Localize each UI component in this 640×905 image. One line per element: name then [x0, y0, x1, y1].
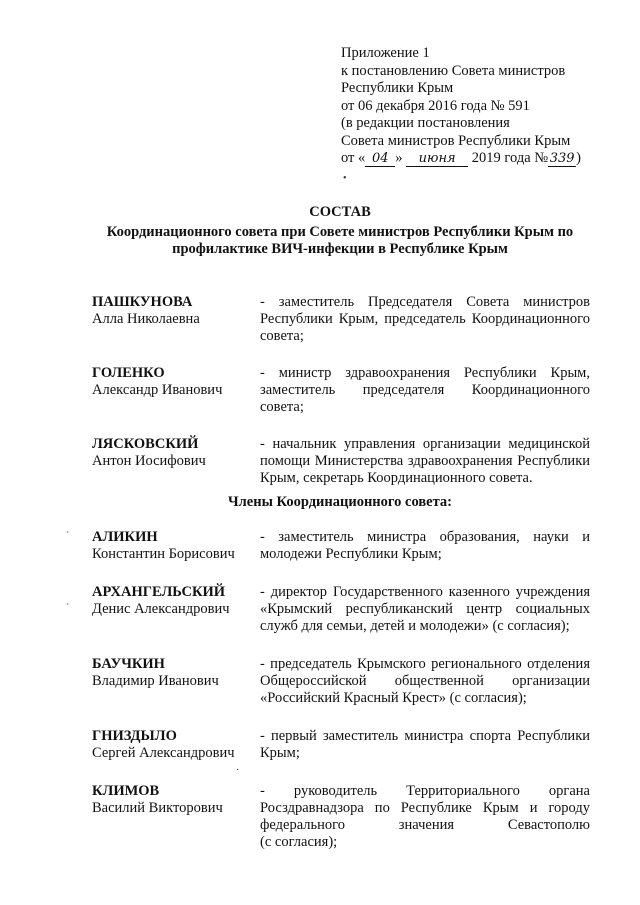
amend-mid: »	[395, 150, 403, 166]
member-name	[92, 436, 260, 470]
amend-year: 2019 года №	[471, 150, 549, 166]
annex-line: Приложение 1	[341, 45, 430, 61]
member-name	[92, 728, 260, 762]
list-item	[92, 436, 590, 487]
role-line: «Крымский республиканский центр социальных	[260, 601, 590, 617]
member-role	[260, 436, 590, 487]
member-role	[260, 365, 590, 416]
member-surname: АРХАНГЕЛЬСКИЙ	[92, 584, 226, 600]
role-line: «Российский Красный Крест» (с согласия);	[260, 690, 527, 706]
role-line: служб для семьи, детей и молодежи» (с согласия);	[260, 618, 570, 634]
role-line: помощи Министерства здравоохранения Республики	[260, 453, 590, 469]
member-role	[260, 294, 590, 345]
member-given-name: Константин Борисович	[92, 546, 235, 562]
member-surname: ЛЯСКОВСКИЙ	[92, 436, 199, 452]
annex-line: Республики Крым	[341, 80, 454, 96]
annex-line: Совета министров Республики Крым	[341, 132, 571, 149]
member-given-name: Алла Николаевна	[92, 311, 200, 327]
document-title	[70, 204, 610, 258]
member-given-name: Денис Александрович	[92, 601, 230, 617]
member-surname: БАУЧКИН	[92, 656, 165, 672]
members-heading: Члены Координационного совета:	[228, 494, 452, 510]
list-item	[92, 783, 590, 851]
amendment-line	[341, 150, 616, 168]
role-line: совета;	[260, 328, 304, 344]
list-item	[92, 656, 590, 707]
scan-mark: ˋ	[66, 603, 70, 614]
amend-prefix: от «	[341, 150, 366, 166]
scan-mark: ˋ	[66, 531, 70, 542]
role-line: (с согласия);	[260, 834, 338, 850]
handwritten-number: 339	[549, 151, 575, 166]
member-role	[260, 529, 590, 563]
role-line: - начальник управления организации медицинской	[260, 436, 590, 452]
member-given-name: Сергей Александрович	[92, 745, 235, 761]
role-line: молодежи Республики Крым;	[260, 546, 442, 562]
member-name	[92, 584, 260, 618]
role-line: Республики Крым, председатель Координационного	[260, 311, 590, 327]
member-name	[92, 365, 260, 399]
role-line: федерального значения Севастополю	[260, 817, 590, 833]
member-given-name: Владимир Иванович	[92, 673, 219, 689]
role-line: Общероссийской общественной организации	[260, 673, 590, 689]
role-line: Росздравнадзора по Республике Крым и городу	[260, 800, 590, 816]
role-line: - председатель Крымского регионального отделения	[260, 656, 590, 672]
role-line: - заместитель Председателя Совета министров	[260, 294, 590, 310]
member-name	[92, 529, 260, 563]
title-line: Координационного совета при Совете министров Республики Крым по	[106, 224, 574, 240]
role-line: - первый заместитель министра спорта Республики	[260, 728, 590, 744]
handwritten-month: июня	[406, 151, 468, 167]
member-surname: ГОЛЕНКО	[92, 365, 165, 381]
annex-line: (в редакции постановления	[341, 115, 510, 131]
title-heading: СОСТАВ	[309, 204, 371, 220]
role-line: - директор Государственного казенного учреждения	[260, 584, 590, 600]
member-name	[92, 783, 260, 817]
list-item	[92, 529, 590, 563]
scan-mark: ·	[236, 765, 240, 776]
members-list	[92, 529, 590, 851]
leaders-list	[92, 294, 590, 487]
role-line: - заместитель министра образования, науки и	[260, 529, 590, 545]
handwritten-day: 04	[365, 151, 395, 167]
list-item	[92, 728, 590, 762]
scan-mark: •	[343, 173, 347, 184]
member-role	[260, 584, 590, 635]
member-given-name: Антон Иосифович	[92, 453, 206, 469]
member-name	[92, 656, 260, 690]
member-given-name: Василий Викторович	[92, 800, 223, 816]
member-surname: ПАШКУНОВА	[92, 294, 193, 310]
member-role	[260, 728, 590, 762]
member-role	[260, 783, 590, 851]
member-role	[260, 656, 590, 707]
member-surname: АЛИКИН	[92, 529, 158, 545]
role-line: - руководитель Территориального органа	[260, 783, 590, 799]
member-surname: ГНИЗДЫЛО	[92, 728, 177, 744]
annex-line: от 06 декабря 2016 года № 591	[341, 97, 530, 114]
role-line: совета;	[260, 399, 304, 415]
list-item	[92, 584, 590, 635]
role-line: заместитель председателя Координационного	[260, 382, 590, 398]
role-line: Крым, секретарь Координационного совета.	[260, 470, 533, 486]
list-item	[92, 365, 590, 416]
amend-suffix: )	[576, 150, 581, 166]
title-line: профилактике ВИЧ-инфекции в Республике Крым	[172, 241, 508, 257]
member-name	[92, 294, 260, 328]
member-given-name: Александр Иванович	[92, 382, 223, 398]
role-line: - министр здравоохранения Республики Крым,	[260, 365, 590, 381]
role-line: Крым;	[260, 745, 300, 761]
list-item	[92, 294, 590, 345]
annex-header	[341, 45, 616, 168]
annex-line: к постановлению Совета министров	[341, 62, 566, 79]
member-surname: КЛИМОВ	[92, 783, 160, 799]
